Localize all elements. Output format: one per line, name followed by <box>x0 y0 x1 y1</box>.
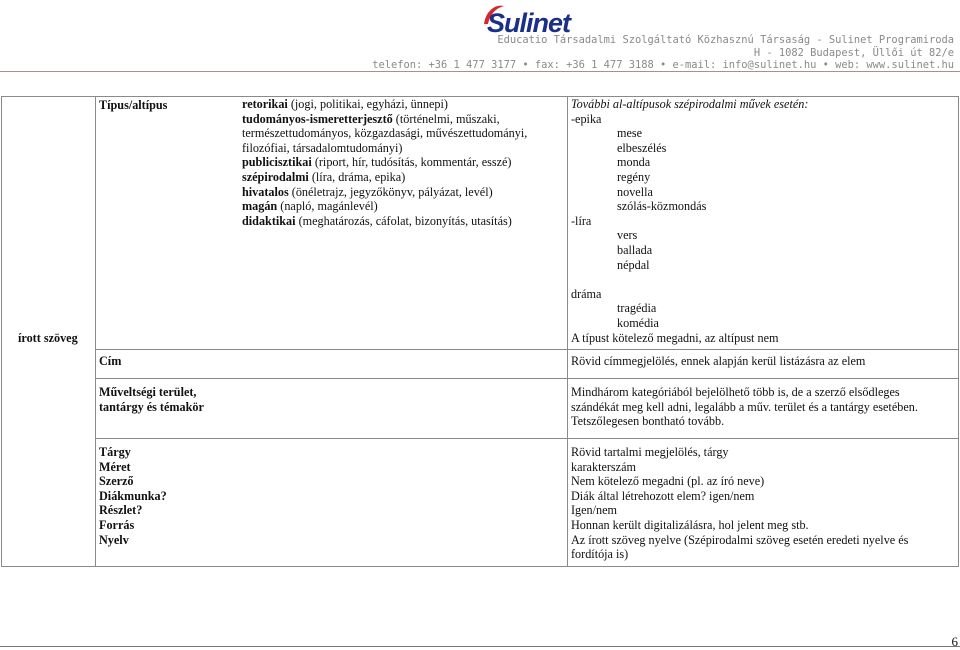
lira-item: népdal <box>617 257 650 272</box>
epika-item: mese <box>617 126 643 141</box>
lira-item: vers <box>617 228 638 243</box>
page-number: 6 <box>951 634 958 649</box>
tipus-item: publicisztikai (riport, hír, tudósítás, kommentár, esszé) <box>242 155 512 170</box>
header-address-line: H - 1082 Budapest, Üllői út 82/e <box>753 47 954 59</box>
epika-item: monda <box>617 155 651 170</box>
cim-label: Cím <box>99 354 122 368</box>
cim-desc: Rövid címmegjelölés, ennek alapján kerül listázásra az elem <box>571 354 866 368</box>
muveltseg-desc-line1: Mindhárom kategóriából bejelölhető több is, de a szerző elsődleges <box>571 385 900 399</box>
epika-label: -epika <box>571 111 602 126</box>
header-contact-line: telefon: +36 1 477 3177 • fax: +36 1 477 3188 • e-mail: info@sulinet.hu • web: www.sulinet.hu <box>372 59 954 71</box>
tipus-item: hivatalos (önéletrajz, jegyzőkönyv, pályázat, levél) <box>242 184 493 199</box>
muveltseg-desc-line2: szándékát meg kell adni, legalább a műv. terület és a tantárgy esetében. <box>571 399 918 414</box>
table-row-label: Tárgy <box>99 445 131 459</box>
table-row-desc: karakterszám <box>571 459 636 474</box>
table-column-divider <box>567 96 568 566</box>
epika-item: novella <box>617 184 653 199</box>
table-row-desc: Az írott szöveg nyelve (Szépirodalmi szöveg esetén eredeti nyelve és <box>571 532 909 547</box>
row-group-label: írott szöveg <box>18 331 78 345</box>
tipus-item: didaktikai (meghatározás, cáfolat, bizonyítás, utasítás) <box>242 213 512 228</box>
drama-item: tragédia <box>617 301 657 316</box>
tipus-item: magán (napló, magánlevél) <box>242 199 378 214</box>
table-row-divider <box>95 438 959 439</box>
drama-label: dráma <box>571 286 602 301</box>
muveltseg-desc-line3: Tetszőlegesen bontható tovább. <box>571 414 725 429</box>
lira-label: -líra <box>571 213 592 228</box>
tipus-item: retorikai (jogi, politikai, egyházi, ünnepi) <box>242 97 448 111</box>
epika-item: regény <box>617 169 651 184</box>
table-row-label: Nyelv <box>99 532 129 547</box>
spacer <box>571 272 808 287</box>
header-divider <box>0 71 960 72</box>
logo-text: Sulinet <box>487 8 571 38</box>
table-row-desc: Honnan került digitalizálásra, hol jelent meg stb. <box>571 517 809 532</box>
table-row-label: Forrás <box>99 517 135 532</box>
altipus-title: További al-altípusok szépirodalmi művek esetén: <box>571 97 809 111</box>
tipus-label: Típus/altípus <box>99 98 168 112</box>
table-row-label: Szerző <box>99 474 134 489</box>
table-row-divider <box>95 378 959 379</box>
tipus-item: szépirodalmi (líra, dráma, epika) <box>242 169 406 184</box>
drama-item: komédia <box>617 315 659 330</box>
tipus-note: A típust kötelező megadni, az altípust nem <box>571 330 779 345</box>
table-border-left <box>1 96 2 566</box>
bottom-descs <box>571 445 908 562</box>
table-row-desc: Igen/nem <box>571 503 618 518</box>
tipus-item: természettudományos, közgazdasági, művészettudományi, <box>242 126 528 141</box>
table-column-divider <box>95 96 96 566</box>
table-row-desc-cont: fordítója is) <box>571 547 629 562</box>
epika-item: szólás-közmondás <box>617 199 707 214</box>
table-row-desc: Diák által létrehozott elem? igen/nem <box>571 488 755 503</box>
table-border-right <box>958 96 959 566</box>
table-row-label: Diákmunka? <box>99 488 167 503</box>
bottom-labels <box>99 445 167 547</box>
header-org-line: Educatio Társadalmi Szolgáltató Közhasznú Társaság - Sulinet Programiroda <box>497 34 954 46</box>
altipus-list <box>571 97 808 345</box>
table-row-label: Részlet? <box>99 503 143 518</box>
table-row-label: Méret <box>99 459 131 474</box>
epika-item: elbeszélés <box>617 140 667 155</box>
muveltseg-label-line1: Műveltségi terület, <box>99 385 197 399</box>
table-row-desc: Nem kötelező megadni (pl. az író neve) <box>571 474 765 489</box>
table-row-divider <box>95 349 959 350</box>
lira-item: ballada <box>617 242 653 257</box>
table-border-bottom <box>1 566 959 567</box>
tipus-item: tudományos-ismeretterjesztő (történelmi, műszaki, <box>242 111 500 126</box>
tipus-item: filozófiai, társadalomtudományi) <box>242 140 403 155</box>
tipus-list <box>242 97 527 228</box>
muveltseg-label-line2: tantárgy és témakör <box>99 399 204 414</box>
table-row-desc: Rövid tartalmi megjelölés, tárgy <box>571 445 729 459</box>
